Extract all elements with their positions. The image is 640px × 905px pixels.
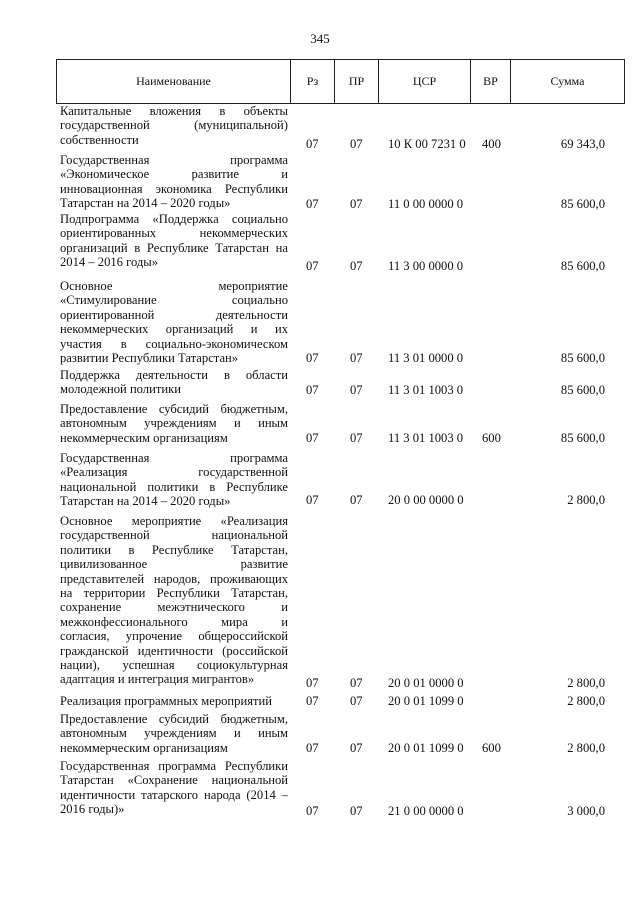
cell-sum: 2 800,0	[567, 694, 605, 708]
cell-sum: 85 600,0	[560, 431, 605, 445]
cell-rz: 07	[306, 197, 319, 211]
cell-vr: 600	[482, 741, 501, 755]
cell-rz: 07	[306, 137, 319, 151]
row-name-line: Государственная программа	[60, 153, 288, 167]
row-name-line: автономным учреждениям и иным	[60, 416, 288, 431]
cell-pr: 07	[350, 694, 363, 708]
row-name-line: представителей народов, проживающих	[60, 571, 288, 586]
cell-sum: 69 343,0	[560, 137, 605, 151]
row-name-line: «Реализация государственной	[60, 465, 288, 480]
row-name-line: сохранение межэтнического и	[60, 600, 288, 615]
row-name-line: Капитальные вложения в объекты	[60, 104, 288, 118]
row-name-line: Предоставление субсидий бюджетным,	[60, 712, 288, 726]
cell-rz: 07	[306, 741, 319, 755]
cell-csr: 20 0 01 0000 0	[388, 676, 464, 690]
cell-rz: 07	[306, 694, 319, 708]
cell-csr: 20 0 00 0000 0	[388, 493, 464, 507]
row-name-line: ориентированных некоммерческих	[60, 226, 288, 241]
row-name-line: инновационная экономика Республики	[60, 181, 288, 196]
row-name-line: автономным учреждениям и иным	[60, 726, 288, 741]
row-name-line: Поддержка деятельности в области	[60, 368, 288, 382]
cell-pr: 07	[350, 137, 363, 151]
cell-pr: 07	[350, 804, 363, 818]
cell-csr: 11 3 01 1003 0	[388, 383, 464, 397]
cell-vr: 600	[482, 431, 501, 445]
header-name: Наименование	[57, 60, 291, 104]
cell-pr: 07	[350, 493, 363, 507]
cell-pr: 07	[350, 351, 363, 365]
cell-pr: 07	[350, 259, 363, 273]
cell-pr: 07	[350, 383, 363, 397]
row-name-line: молодежной политики	[60, 382, 181, 397]
row-name-line: организаций в Республике Татарстан на	[60, 240, 288, 255]
row-name-line: Татарстан «Сохранение национальной	[60, 773, 288, 788]
row-name	[60, 514, 288, 687]
row-name-line: некоммерческих организаций и их	[60, 322, 288, 337]
cell-sum: 85 600,0	[560, 197, 605, 211]
row-name-line: Подпрограмма «Поддержка социально	[60, 212, 288, 226]
row-name-line: Государственная программа Республики	[60, 759, 288, 773]
cell-csr: 11 3 01 0000 0	[388, 351, 464, 365]
row-name-line: участия в социально-экономическом	[60, 336, 288, 351]
header-sum: Сумма	[511, 60, 625, 104]
table-header	[56, 59, 625, 104]
row-name-line: согласия, упрочение общероссийской	[60, 629, 288, 644]
page-number: 345	[310, 31, 330, 46]
row-name-line: межконфессионального мира и	[60, 614, 288, 629]
cell-csr: 20 0 01 1099 0	[388, 741, 464, 755]
row-name-line: нации), успешная социокультурная	[60, 658, 288, 673]
cell-rz: 07	[306, 804, 319, 818]
row-name-line: некоммерческим организациям	[60, 430, 228, 445]
cell-csr: 11 0 00 0000 0	[388, 197, 464, 211]
row-name-line: Предоставление субсидий бюджетным,	[60, 402, 288, 416]
row-name-line: Основное мероприятие	[60, 279, 288, 293]
row-name-line: некоммерческим организациям	[60, 740, 228, 755]
cell-rz: 07	[306, 259, 319, 273]
cell-csr: 11 3 01 1003 0	[388, 431, 464, 445]
cell-sum: 3 000,0	[567, 804, 605, 818]
cell-sum: 85 600,0	[560, 351, 605, 365]
cell-rz: 07	[306, 676, 319, 690]
row-name-line: государственной национальной	[60, 528, 288, 543]
cell-pr: 07	[350, 676, 363, 690]
row-name-line: политики в Республике Татарстан,	[60, 542, 288, 557]
row-name-line: Государственная программа	[60, 451, 288, 465]
cell-csr: 11 3 00 0000 0	[388, 259, 464, 273]
row-name-line: на территории Республики Татарстан,	[60, 586, 288, 601]
cell-rz: 07	[306, 431, 319, 445]
row-name-line: «Стимулирование социально	[60, 293, 288, 308]
cell-pr: 07	[350, 431, 363, 445]
row-name-line: Татарстан на 2014 – 2020 годы»	[60, 196, 231, 211]
row-name-line: Татарстан на 2014 – 2020 годы»	[60, 494, 231, 509]
cell-pr: 07	[350, 197, 363, 211]
header-csr: ЦСР	[379, 60, 471, 104]
header-pr: ПР	[335, 60, 379, 104]
row-name-line: идентичности татарского народа (2014 –	[60, 787, 288, 802]
row-name-line: цивилизованное развитие	[60, 557, 288, 572]
cell-sum: 2 800,0	[567, 676, 605, 690]
cell-csr: 21 0 00 0000 0	[388, 804, 464, 818]
row-name-line: Реализация программных мероприятий	[60, 694, 272, 708]
cell-sum: 2 800,0	[567, 741, 605, 755]
cell-rz: 07	[306, 493, 319, 507]
cell-pr: 07	[350, 741, 363, 755]
cell-rz: 07	[306, 383, 319, 397]
header-vr: ВР	[471, 60, 511, 104]
row-name-line: развитии Республики Татарстан»	[60, 351, 239, 366]
row-name-line: Основное мероприятие «Реализация	[60, 514, 288, 528]
header-rz: Рз	[291, 60, 335, 104]
row-name-line: гражданской идентичности (российской	[60, 643, 288, 658]
cell-csr: 20 0 01 1099 0	[388, 694, 464, 708]
cell-sum: 2 800,0	[567, 493, 605, 507]
row-name-line: собственности	[60, 132, 139, 147]
cell-rz: 07	[306, 351, 319, 365]
row-name-line: государственной (муниципальной)	[60, 118, 288, 133]
row-name-line: 2014 – 2016 годы»	[60, 255, 159, 270]
cell-sum: 85 600,0	[560, 259, 605, 273]
cell-sum: 85 600,0	[560, 383, 605, 397]
cell-vr: 400	[482, 137, 501, 151]
row-name-line: «Экономическое развитие и	[60, 167, 288, 182]
row-name-line: 2016 годы)»	[60, 802, 125, 817]
cell-csr: 10 К 00 7231 0	[388, 137, 466, 151]
row-name-line: адаптация и интеграция мигрантов»	[60, 672, 255, 687]
row-name-line: ориентированной деятельности	[60, 307, 288, 322]
row-name-line: национальной политики в Республике	[60, 479, 288, 494]
